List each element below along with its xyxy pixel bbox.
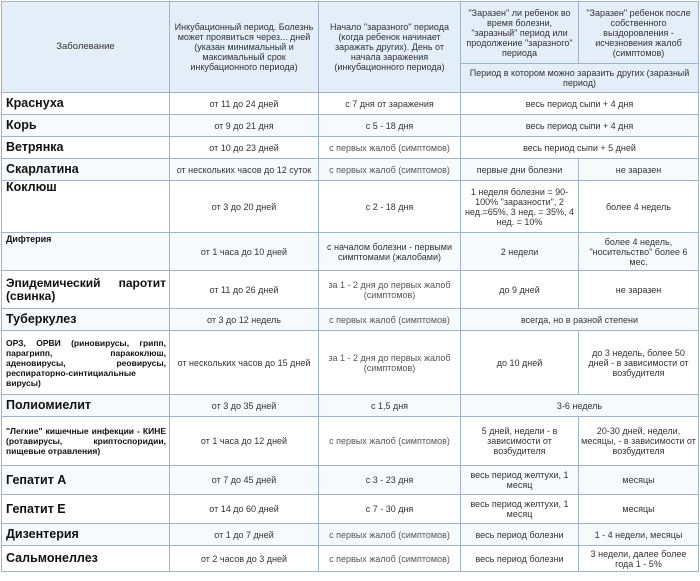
disease-name: Дифтерия [2, 233, 170, 271]
table-row [2, 159, 699, 181]
disease-name: "Легкие" кишечные инфекции - КИНЕ (ротавирусы, криптоспоридии, пищевые отравления) [2, 417, 170, 466]
table-row [2, 181, 699, 233]
after-recovery-cell: 3 недели, далее более года 1 - 5% [579, 546, 699, 572]
contagious-during-cell: первые дни болезни [461, 159, 579, 181]
after-recovery-cell: 20-30 дней, недели, месяцы, - в зависимости от возбудителя [579, 417, 699, 466]
contagious-start-cell: с 7 - 30 дня [319, 495, 461, 524]
contagious-start-cell: с первых жалоб (симптомов) [319, 159, 461, 181]
contagious-start-cell: с 1,5 дня [319, 395, 461, 417]
contagious-start-cell: с первых жалоб (симптомов) [319, 417, 461, 466]
contagious-period-cell: весь период сыпи + 4 дня [461, 93, 699, 115]
after-recovery-cell: не заразен [579, 159, 699, 181]
table-row [2, 495, 699, 524]
disease-name: Корь [2, 115, 170, 137]
table-row [2, 233, 699, 271]
after-recovery-cell: более 4 недель, "носительство" более 6 мес. [579, 233, 699, 271]
contagious-during-cell: весь период болезни [461, 524, 579, 546]
contagious-period-cell: весь период сыпи + 4 дня [461, 115, 699, 137]
contagious-during-cell: весь период желтухи, 1 месяц [461, 495, 579, 524]
incubation-cell: от 3 до 12 недель [170, 309, 319, 331]
header-disease: Заболевание [2, 2, 170, 93]
disease-name: Полиомиелит [2, 395, 170, 417]
contagious-period-cell: 3-6 недель [461, 395, 699, 417]
after-recovery-cell: месяцы [579, 466, 699, 495]
incubation-cell: от нескольких часов до 12 суток [170, 159, 319, 181]
contagious-start-cell: с началом болезни - первыми симптомами (жалобами) [319, 233, 461, 271]
after-recovery-cell: до 3 недель, более 50 дней - в зависимости от возбудителя [579, 331, 699, 395]
table-row [2, 93, 699, 115]
disease-name: Ветрянка [2, 137, 170, 159]
contagious-during-cell: весь период болезни [461, 546, 579, 572]
disease-name: Дизентерия [2, 524, 170, 546]
contagious-start-cell: с первых жалоб (симптомов) [319, 524, 461, 546]
disease-name: ОРЗ, ОРВИ (риновирусы, грипп, парагрипп, паракоклюш, аденовирусы, реовирусы, респираторно-синтициальные вирусы) [2, 331, 170, 395]
incubation-cell: от 11 до 24 дней [170, 93, 319, 115]
disease-name: Краснуха [2, 93, 170, 115]
incubation-cell: от нескольких часов до 15 дней [170, 331, 319, 395]
incubation-cell: от 7 до 45 дней [170, 466, 319, 495]
after-recovery-cell: более 4 недель [579, 181, 699, 233]
contagious-start-cell: с 5 - 18 дня [319, 115, 461, 137]
incubation-cell: от 14 до 60 дней [170, 495, 319, 524]
contagious-start-cell: с 7 дня от заражения [319, 93, 461, 115]
incubation-cell: от 1 часа до 10 дней [170, 233, 319, 271]
disease-name: Эпидемический паротит (свинка) [2, 271, 170, 309]
contagious-start-cell: с первых жалоб (симптомов) [319, 309, 461, 331]
table-row [2, 331, 699, 395]
header-contagious-period: Период в котором можно заразить других (заразный период) [461, 64, 699, 93]
contagious-during-cell: до 9 дней [461, 271, 579, 309]
incubation-cell: от 1 до 7 дней [170, 524, 319, 546]
disease-name: Туберкулез [2, 309, 170, 331]
incubation-cell: от 3 до 35 дней [170, 395, 319, 417]
contagious-during-cell: весь период желтухи, 1 месяц [461, 466, 579, 495]
contagious-period-cell: всегда, но в разной степени [461, 309, 699, 331]
contagious-start-cell: за 1 - 2 дня до первых жалоб (симптомов) [319, 271, 461, 309]
table-row [2, 417, 699, 466]
contagious-start-cell: с 2 - 18 дня [319, 181, 461, 233]
disease-name: Скарлатина [2, 159, 170, 181]
header-contagious-during: "Заразен" ли ребенок во время болезни, "заразный" период или продолжение "заразного" периода [461, 2, 579, 64]
disease-name: Коклюш [2, 181, 170, 233]
disease-name: Сальмонеллез [2, 546, 170, 572]
table-row [2, 137, 699, 159]
incubation-cell: от 2 часов до 3 дней [170, 546, 319, 572]
incubation-cell: от 9 до 21 дня [170, 115, 319, 137]
contagious-during-cell: 5 дней, недели - в зависимости от возбудителя [461, 417, 579, 466]
incubation-cell: от 1 часа до 12 дней [170, 417, 319, 466]
table-row [2, 115, 699, 137]
contagious-during-cell: до 10 дней [461, 331, 579, 395]
table-row [2, 466, 699, 495]
table-row [2, 546, 699, 572]
incubation-cell: от 10 до 23 дней [170, 137, 319, 159]
infection-table [1, 1, 699, 572]
incubation-cell: от 3 до 20 дней [170, 181, 319, 233]
table-row [2, 395, 699, 417]
after-recovery-cell: не заразен [579, 271, 699, 309]
contagious-during-cell: 2 недели [461, 233, 579, 271]
disease-name: Гепатит А [2, 466, 170, 495]
contagious-start-cell: с первых жалоб (симптомов) [319, 137, 461, 159]
table-row [2, 524, 699, 546]
after-recovery-cell: месяцы [579, 495, 699, 524]
contagious-start-cell: с первых жалоб (симптомов) [319, 546, 461, 572]
contagious-start-cell: за 1 - 2 дня до первых жалоб (симптомов) [319, 331, 461, 395]
after-recovery-cell: 1 - 4 недели, месяцы [579, 524, 699, 546]
header-after-recovery: "Заразен" ребенок после собственного выздоровления - исчезновения жалоб (симптомов) [579, 2, 699, 64]
table-row [2, 309, 699, 331]
contagious-period-cell: весь период сыпи + 5 дней [461, 137, 699, 159]
disease-name: Гепатит Е [2, 495, 170, 524]
incubation-cell: от 11 до 26 дней [170, 271, 319, 309]
header-incubation: Инкубационный период. Болезнь может проявиться через... дней (указан минимальный и максимальный срок инкубационного периода) [170, 2, 319, 93]
contagious-during-cell: 1 неделя болезни = 90-100% "заразности", 2 нед.=65%, 3 нед. = 35%, 4 нед. = 10% [461, 181, 579, 233]
contagious-start-cell: с 3 - 23 дня [319, 466, 461, 495]
header-contagious-start: Начало "заразного" периода (когда ребенок начинает заражать других). День от начала заражения (инкубационного периода) [319, 2, 461, 93]
table-row [2, 271, 699, 309]
